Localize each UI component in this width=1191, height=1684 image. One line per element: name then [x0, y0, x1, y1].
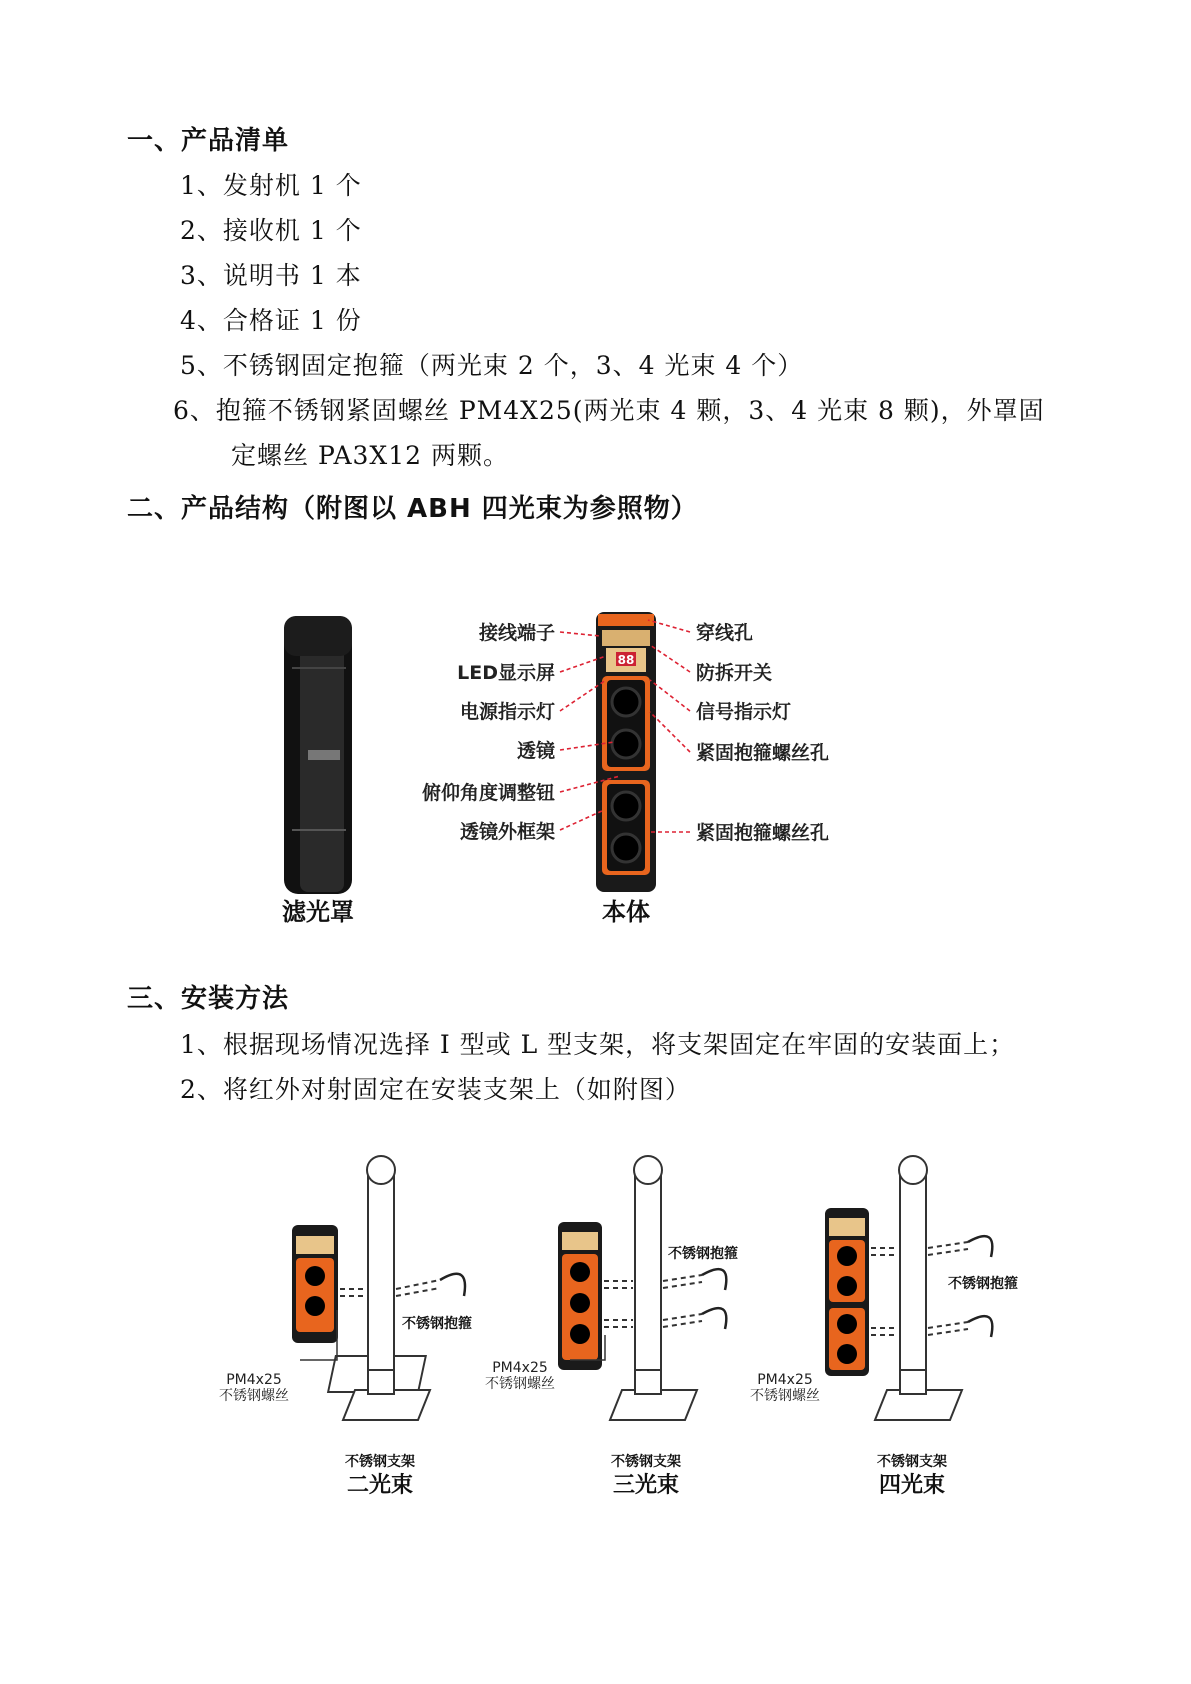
label-power-indicator: 电源指示灯 — [459, 701, 555, 723]
screw-label-line2: 不锈钢螺丝 — [750, 1388, 820, 1404]
screw-label-line2: 不锈钢螺丝 — [219, 1388, 289, 1404]
bracket-label: 不锈钢抱箍 — [402, 1316, 472, 1332]
diagram-four-beam — [750, 1156, 1018, 1498]
screw-label-line1: PM4x25 — [757, 1372, 813, 1388]
label-led-display: LED显示屏 — [457, 662, 555, 684]
caption-filter-cover: 滤光罩 — [282, 898, 354, 926]
caption-body: 本体 — [602, 898, 650, 926]
list-item: 5、不锈钢固定抱箍（两光束 2 个，3、4 光束 4 个） — [180, 351, 804, 380]
screw-label-line1: PM4x25 — [226, 1372, 282, 1388]
diagram-caption: 四光束 — [878, 1473, 946, 1498]
section-3-heading: 三、安装方法 — [127, 984, 290, 1014]
diagram-caption: 二光束 — [346, 1473, 414, 1498]
list-item: 2、将红外对射固定在安装支架上（如附图） — [180, 1075, 691, 1104]
label-lens-frame: 透镜外框架 — [459, 821, 555, 843]
section-2-heading: 二、产品结构（附图以 ABH 四光束为参照物） — [127, 494, 698, 524]
section-1-heading: 一、产品清单 — [127, 126, 290, 156]
diagram-two-beam — [219, 1156, 472, 1498]
label-lens: 透镜 — [516, 740, 555, 762]
label-terminal: 接线端子 — [478, 622, 555, 644]
list-item: 1、发射机 1 个 — [180, 171, 362, 200]
led-digits: 88 — [617, 653, 635, 667]
list-item: 3、说明书 1 本 — [180, 261, 362, 290]
list-item: 6、抱箍不锈钢紧固螺丝 PM4X25(两光束 4 颗，3、4 光束 8 颗)，外罩固 — [173, 396, 1045, 425]
diagram-caption: 三光束 — [612, 1473, 680, 1498]
label-bracket-screw-hole: 紧固抱箍螺丝孔 — [696, 742, 830, 764]
stand-label: 不锈钢支架 — [611, 1454, 681, 1470]
label-wire-hole: 穿线孔 — [696, 622, 754, 644]
label-signal-indicator: 信号指示灯 — [696, 701, 792, 723]
list-item-continuation: 定螺丝 PA3X12 两颗。 — [231, 441, 509, 470]
label-pitch-knob: 俯仰角度调整钮 — [421, 782, 555, 804]
screw-label-line1: PM4x25 — [492, 1360, 548, 1376]
filter-cover-image — [284, 616, 352, 894]
stand-label: 不锈钢支架 — [345, 1454, 415, 1470]
stand-label: 不锈钢支架 — [877, 1454, 947, 1470]
label-bracket-screw-hole: 紧固抱箍螺丝孔 — [696, 822, 830, 844]
list-item: 4、合格证 1 份 — [180, 306, 362, 335]
list-item: 1、根据现场情况选择 I 型或 L 型支架，将支架固定在牢固的安装面上； — [180, 1030, 1016, 1059]
diagram-three-beam — [485, 1156, 738, 1498]
bracket-label: 不锈钢抱箍 — [948, 1276, 1018, 1292]
label-tamper-switch: 防拆开关 — [696, 662, 773, 684]
product-structure-figure — [0, 540, 1191, 940]
screw-label-line2: 不锈钢螺丝 — [485, 1376, 555, 1392]
installation-diagrams — [0, 1140, 1191, 1520]
bracket-label: 不锈钢抱箍 — [668, 1246, 738, 1262]
list-item: 2、接收机 1 个 — [180, 216, 362, 245]
